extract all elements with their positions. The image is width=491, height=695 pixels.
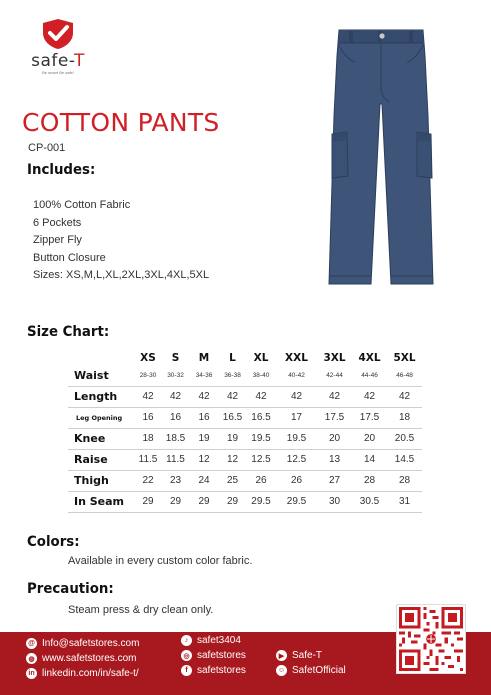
- table-cell: 18.5: [162, 428, 189, 449]
- table-cell: 14: [352, 449, 387, 470]
- size-header: 3XL: [323, 351, 346, 364]
- product-code: CP-001: [28, 142, 66, 154]
- table-cell: 42: [317, 386, 352, 407]
- social-column: [181, 633, 246, 678]
- table-cell: 17: [276, 407, 317, 428]
- table-cell: 29: [134, 491, 162, 512]
- table-row: [68, 407, 422, 428]
- includes-heading: Includes:: [27, 162, 96, 178]
- table-cell: 17.5: [317, 407, 352, 428]
- table-cell: 27: [317, 470, 352, 491]
- table-cell: 44-46: [352, 366, 387, 386]
- table-cell: 12.5: [276, 449, 317, 470]
- table-cell: 29.5: [246, 491, 276, 512]
- size-chart-heading: Size Chart:: [27, 324, 110, 340]
- table-cell: 19: [189, 428, 219, 449]
- instagram-link[interactable]: ◎ safetstores: [181, 648, 246, 663]
- social-column-2: [276, 648, 346, 678]
- size-chart-table: [68, 349, 422, 513]
- features-list: [33, 197, 209, 285]
- table-cell: 24: [189, 470, 219, 491]
- youtube-icon: ▶: [276, 650, 287, 661]
- table-cell: 19.5: [276, 428, 317, 449]
- size-header: XXL: [285, 351, 308, 364]
- qr-code-icon: [399, 607, 463, 671]
- table-cell: 12: [189, 449, 219, 470]
- product-title: COTTON PANTS: [22, 108, 220, 137]
- youtube-link[interactable]: ▶ Safe-T: [276, 648, 346, 663]
- table-cell: 11.5: [162, 449, 189, 470]
- table-cell: 42: [387, 386, 422, 407]
- table-cell: 42: [352, 386, 387, 407]
- email-icon: @: [26, 638, 37, 649]
- table-cell: 42: [276, 386, 317, 407]
- linkedin-icon: in: [26, 668, 37, 679]
- brand-name: safe-T: [31, 51, 85, 71]
- snapchat-icon: ☺: [277, 667, 286, 674]
- feature-item: 6 Pockets: [33, 216, 82, 229]
- feature-item: Zipper Fly: [33, 234, 82, 246]
- linkedin-link[interactable]: in linkedin.com/in/safe-t/: [26, 666, 139, 681]
- tiktok-link[interactable]: ♪ safet3404: [181, 633, 246, 648]
- table-cell: 28: [352, 470, 387, 491]
- row-label: Leg Opening: [68, 407, 134, 428]
- table-row: [68, 428, 422, 449]
- table-cell: 29: [162, 491, 189, 512]
- row-label: Thigh: [68, 470, 134, 491]
- colors-heading: Colors:: [27, 534, 80, 550]
- globe-icon: ◍: [26, 653, 37, 664]
- table-row: [68, 386, 422, 407]
- size-header: XS: [140, 351, 156, 364]
- table-cell: 19.5: [246, 428, 276, 449]
- row-label: Waist: [68, 366, 134, 386]
- row-label: Knee: [68, 428, 134, 449]
- facebook-link[interactable]: f safetstores: [181, 663, 246, 678]
- qr-code[interactable]: [396, 604, 466, 674]
- table-cell: 12: [219, 449, 246, 470]
- table-cell: 31: [387, 491, 422, 512]
- precaution-heading: Precaution:: [27, 581, 114, 597]
- feature-item: Sizes: XS,M,L,XL,2XL,3XL,4XL,5XL: [33, 269, 210, 281]
- table-cell: 16: [189, 407, 219, 428]
- brand-tagline: Be smart Be safe!: [42, 70, 74, 75]
- table-cell: 16.5: [246, 407, 276, 428]
- table-cell: 42: [134, 386, 162, 407]
- facebook-icon: f: [181, 665, 192, 676]
- table-cell: 42: [162, 386, 189, 407]
- row-label: Raise: [68, 449, 134, 470]
- table-cell: 20.5: [387, 428, 422, 449]
- table-cell: 42: [189, 386, 219, 407]
- table-cell: 13: [317, 449, 352, 470]
- table-cell: 22: [134, 470, 162, 491]
- table-cell: 30.5: [352, 491, 387, 512]
- table-cell: 26: [276, 470, 317, 491]
- cargo-pants-image: [325, 26, 437, 288]
- size-header-row: [68, 349, 422, 366]
- contact-column: [26, 636, 139, 681]
- size-header: XL: [253, 351, 269, 364]
- table-cell: 18: [387, 407, 422, 428]
- table-row: [68, 366, 422, 386]
- table-cell: 26: [246, 470, 276, 491]
- table-cell: 23: [162, 470, 189, 491]
- table-cell: 19: [219, 428, 246, 449]
- table-cell: 28: [387, 470, 422, 491]
- feature-item: 100% Cotton Fabric: [33, 199, 131, 211]
- size-header: 5XL: [393, 351, 416, 364]
- table-cell: 38-40: [246, 366, 276, 386]
- tiktok-icon: ♪: [181, 635, 192, 646]
- size-header: L: [229, 351, 236, 364]
- precaution-text: Steam press & dry clean only.: [68, 604, 214, 616]
- row-label: Length: [68, 386, 134, 407]
- table-cell: 16: [134, 407, 162, 428]
- size-header-blank: [68, 349, 134, 366]
- table-cell: 29.5: [276, 491, 317, 512]
- table-cell: 12.5: [246, 449, 276, 470]
- table-cell: 16: [162, 407, 189, 428]
- table-cell: 36-38: [219, 366, 246, 386]
- table-row: [68, 470, 422, 491]
- colors-text: Available in every custom color fabric.: [68, 555, 253, 567]
- size-header: 4XL: [358, 351, 381, 364]
- table-cell: 28-30: [134, 366, 162, 386]
- table-cell: 42-44: [317, 366, 352, 386]
- table-cell: 40-42: [276, 366, 317, 386]
- table-cell: 17.5: [352, 407, 387, 428]
- table-cell: 25: [219, 470, 246, 491]
- table-cell: 16.5: [219, 407, 246, 428]
- table-cell: 18: [134, 428, 162, 449]
- table-cell: 20: [317, 428, 352, 449]
- table-cell: 14.5: [387, 449, 422, 470]
- table-cell: 11.5: [134, 449, 162, 470]
- snapchat-link[interactable]: ☺ SafetOfficial: [277, 665, 346, 676]
- table-cell: 30: [317, 491, 352, 512]
- table-cell: 34-36: [189, 366, 219, 386]
- instagram-icon: ◎: [181, 650, 192, 661]
- size-header: M: [198, 351, 210, 364]
- table-row: [68, 449, 422, 470]
- table-cell: 30-32: [162, 366, 189, 386]
- table-cell: 20: [352, 428, 387, 449]
- table-cell: 46-48: [387, 366, 422, 386]
- table-row: [68, 491, 422, 512]
- website-link[interactable]: ◍ www.safetstores.com: [26, 651, 139, 666]
- email-link[interactable]: @ Info@safetstores.com: [26, 636, 139, 651]
- feature-item: Button Closure: [33, 251, 106, 264]
- shield-check-icon: [40, 18, 76, 50]
- table-cell: 29: [219, 491, 246, 512]
- table-cell: 42: [246, 386, 276, 407]
- brand-logo: [28, 18, 88, 75]
- size-header: S: [171, 351, 180, 364]
- table-cell: 42: [219, 386, 246, 407]
- row-label: In Seam: [68, 491, 134, 512]
- table-cell: 29: [189, 491, 219, 512]
